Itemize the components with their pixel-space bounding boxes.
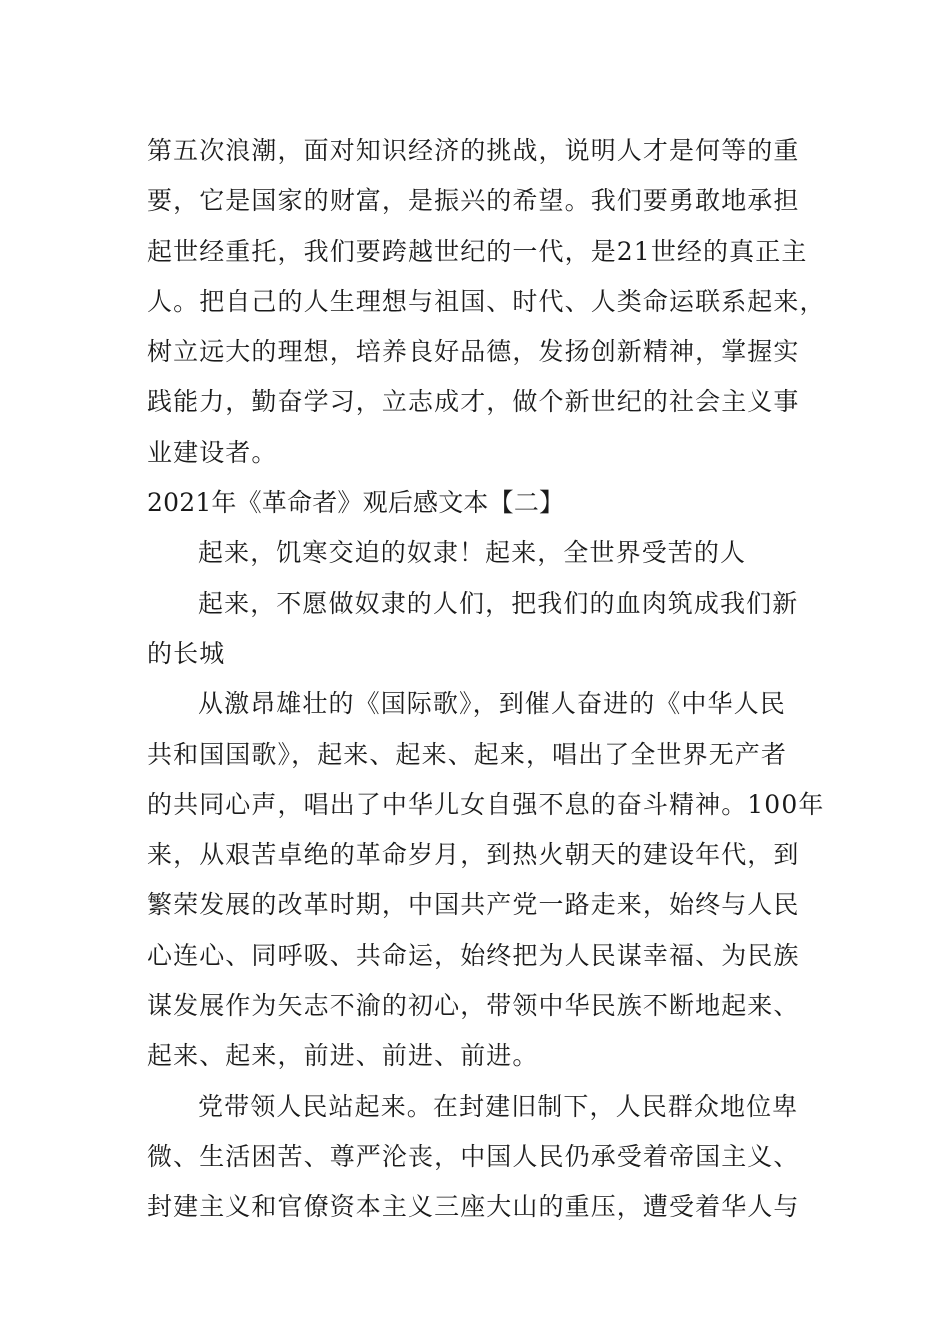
text-line: 从激昂雄壮的《国际歌》，到催人奋进的《中华人民 (198, 689, 786, 719)
text-line: 树立远大的理想，培养良好品德，发扬创新精神，掌握实 (147, 337, 800, 367)
text-line: 来，从艰苦卓绝的革命岁月，到热火朝天的建设年代，到 (147, 840, 800, 870)
text-line: 第五次浪潮，面对知识经济的挑战，说明人才是何等的重 (147, 136, 800, 165)
lyric-line: 起来，饥寒交迫的奴隶！起来，全世界受苦的人 (198, 538, 747, 568)
lyric-line: 的长城 (147, 638, 226, 668)
text-line: 繁荣发展的改革时期，中国共产党一路走来，始终与人民 (147, 890, 800, 920)
text-line: 党带领人民站起来。在封建旧制下，人民群众地位卑 (198, 1091, 799, 1121)
text-line: 共和国国歌》，起来、起来、起来，唱出了全世界无产者 (147, 739, 788, 769)
text-line: 谋发展作为矢志不渝的初心，带领中华民族不断地起来、 (147, 991, 800, 1021)
section-heading: 2021年《革命者》观后感文本【二】 (147, 488, 565, 518)
text-line: 起世经重托，我们要跨越世纪的一代，是21世经的真正主 (147, 236, 808, 266)
text-line: 要，它是国家的财富，是振兴的希望。我们要勇敢地承担 (147, 186, 800, 216)
lyric-line: 起来，不愿做奴隶的人们，把我们的血肉筑成我们新 (198, 588, 799, 618)
text-line: 业建设者。 (147, 437, 278, 467)
text-line: 人。把自己的人生理想与祖国、时代、人类命运联系起来， (147, 286, 826, 316)
document-body (147, 126, 826, 1233)
text-line: 的共同心声，唱出了中华儿女自强不息的奋斗精神。100年 (147, 789, 825, 819)
text-line: 封建主义和官僚资本主义三座大山的重压，遭受着华人与 (147, 1192, 800, 1222)
text-line: 微、生活困苦、尊严沦丧，中国人民仍承受着帝国主义、 (147, 1141, 800, 1171)
text-line: 心连心、同呼吸、共命运，始终把为人民谋幸福、为民族 (147, 940, 800, 970)
text-line: 践能力，勤奋学习，立志成才，做个新世纪的社会主义事 (147, 387, 800, 417)
text-line: 起来、起来，前进、前进、前进。 (147, 1041, 539, 1071)
